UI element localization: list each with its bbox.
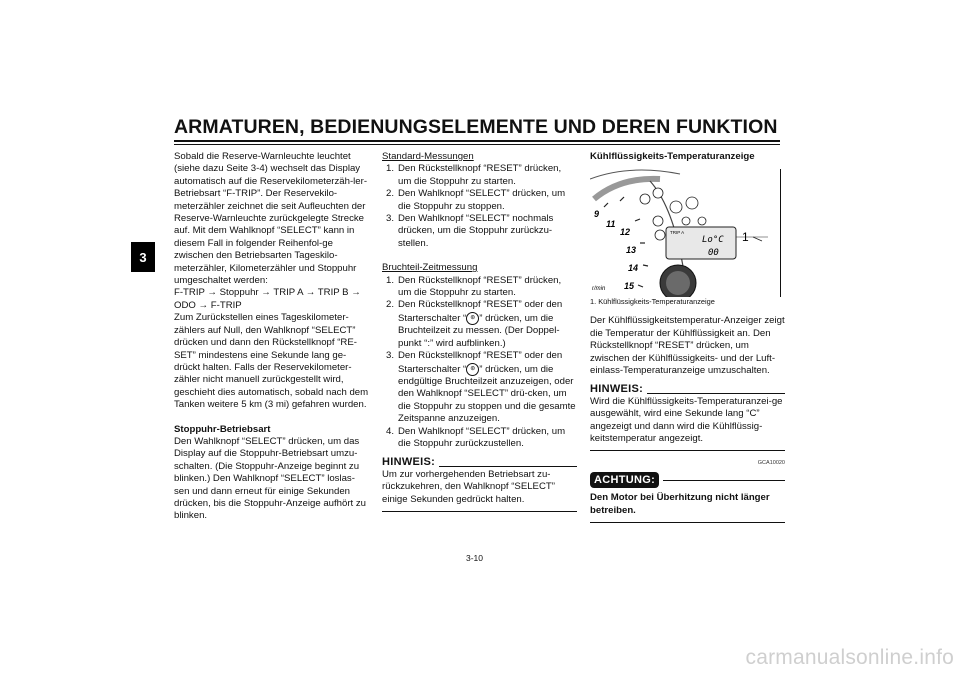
instrument-figure — [590, 169, 781, 297]
achtung-end-rule — [590, 522, 785, 523]
tach-number: 13 — [626, 245, 637, 256]
column-2 — [382, 151, 577, 512]
chapter-tab: 3 — [131, 242, 155, 272]
list-item: 1. Den Rückstellknopf “RESET” drücken, um die Stoppuhr zu starten. — [386, 274, 562, 299]
warning-light-icon — [698, 217, 706, 225]
lcd-top-value: Lo°C — [702, 235, 724, 246]
achtung-label: ACHTUNG: — [590, 472, 659, 488]
warning-light-icon — [655, 230, 665, 240]
list-item: 2. Den Wahlknopf “SELECT” drücken, um die Stoppuhr zu stoppen. — [386, 188, 566, 212]
watermark: carmanualsonline.info — [745, 646, 954, 669]
coolant-body-text: Der Kühlflüssigkeitstemperatur-Anzeiger zeigt die Temperatur der Kühlflüssigkeit an. Den Rückstellknopf “RESET” drücken, um zwischen der Kühlflüssigkeits- und der Luft-einlass-Temperaturanzeige umzuschalten. — [590, 315, 785, 377]
hinweis-label: HINWEIS: — [590, 383, 644, 396]
tachometer-illustration — [590, 169, 780, 297]
hinweis-header — [382, 456, 577, 468]
tach-number: 11 — [606, 219, 616, 230]
list-item: 1. Den Rückstellknopf “RESET” drücken, um die Stoppuhr zu starten. — [386, 163, 562, 187]
list-item: 2. Den Rückstellknopf “RESET” oder den Starterschalter “ ⊛ ” drücken, um die Bruchteilzeit zu messen. (Der Doppel-punkt “:” wird aufblinken.) — [386, 299, 563, 349]
starter-switch-icon: ⊛ — [466, 312, 479, 325]
warning-light-icon — [653, 216, 663, 226]
coolant-heading: Kühlflüssigkeits-Temperaturanzeige — [590, 151, 755, 162]
tach-number: 14 — [628, 263, 639, 274]
hinweis-end-rule — [382, 511, 577, 512]
hinweis-header — [590, 383, 785, 395]
standard-steps-list — [382, 163, 577, 250]
page-number: 3-10 — [466, 553, 484, 563]
page-title: ARMATUREN, BEDIENUNGSELEMENTE UND DEREN FUNKTION — [174, 116, 778, 138]
tach-number: 9 — [594, 209, 600, 220]
hinweis-end-rule — [590, 450, 785, 451]
tach-number: 15 — [624, 281, 635, 292]
warning-light-icon — [640, 194, 650, 204]
tach-unit-label: r/min — [592, 286, 606, 293]
trip-reset-text: Zum Zurückstellen eines Tageskilometer-zählers auf Null, den Wahlknopf “SELECT” drücken und dann den Rückstellknopf “RE-SET” mindestens eine Sekunde lang ge-drückt halten. Falls der Reservekilometer-zähler nicht manuell zurückgestellt wird, geschieht dies automatisch, sobald nach dem Tanken weitere 5 km (3 mi) gefahren wurden. — [174, 312, 369, 411]
tach-number: 12 — [620, 227, 631, 238]
warning-light-icon — [686, 197, 698, 209]
figure-caption: 1. Kühlflüssigkeits-Temperaturanzeige — [590, 297, 715, 307]
hinweis-label: HINWEIS: — [382, 456, 436, 469]
achtung-text: Den Motor bei Überhitzung nicht länger betreiben. — [590, 492, 770, 516]
warning-light-icon — [653, 188, 663, 198]
list-item: 4. Den Wahlknopf “SELECT” drücken, um die Stoppuhr zurückzustellen. — [386, 425, 566, 449]
mode-sequence-text: F-TRIP → Stoppuhr → TRIP A → TRIP B → ODO → F-TRIP — [174, 287, 361, 311]
column-1 — [174, 151, 369, 523]
hinweis-text: Wird die Kühlflüssigkeits-Temperaturanzei-ge ausgewählt, wird eine Sekunde lang “C” angezeigt und dann wird die Kühlflüssig-keitstemperatur angezeigt. — [590, 395, 783, 445]
header-rule-thin — [174, 144, 780, 145]
hinweis-text: Um zur vorhergehenden Betriebsart zu-rückzukehren, den Wahlknopf “SELECT” einige Sekunden gedrückt halten. — [382, 468, 555, 505]
lcd-label: TRIP A — [670, 230, 685, 236]
stopwatch-text: Den Wahlknopf “SELECT” drücken, um das Display auf die Stoppuhr-Betriebsart umzu-schalten. (Die Stoppuhr-Anzeige beginnt zu blinken.) Den Wahlknopf “SELECT” loslas-sen und dann erneut für einige Sekunden drücken, bis die Stoppuhr-Anzeige aufhört zu blinken. — [174, 435, 366, 522]
standard-heading: Standard-Messungen — [382, 151, 474, 162]
lcd-bottom-value: 00 — [708, 248, 719, 259]
split-heading: Bruchteil-Zeitmessung — [382, 262, 478, 274]
reserve-intro-text: Sobald die Reserve-Warnleuchte leuchtet (siehe dazu Seite 3-4) wechselt das Display automatisch auf die Reservekilometerzäh-ler-Betriebsart “F-TRIP”. Der Reservekilo-meterzähler zeichnet die seit Aufleuchten der Reserve-Warnleuchte zurückgelegte Strecke auf. Mit dem Wahlknopf “SELECT” kann in diesem Fall in folgender Reihenfol-ge zwischen den Betriebsarten Tageskilo-meterzähler, Kilometerzähler und Stoppuhr umgeschaltet werden: — [174, 151, 368, 287]
warning-light-icon — [682, 217, 690, 225]
header-rule — [174, 140, 780, 142]
column-3 — [590, 151, 785, 523]
list-item: 3. Den Wahlknopf “SELECT” nochmals drücken, um die Stoppuhr zurückzu-stellen. — [386, 213, 554, 249]
callout-number: 1 — [742, 230, 749, 245]
stopwatch-heading: Stoppuhr-Betriebsart — [174, 423, 271, 435]
achtung-header — [590, 472, 785, 488]
warning-light-icon — [670, 201, 682, 213]
caution-code: GCA10020 — [757, 460, 785, 467]
list-item: 3. Den Rückstellknopf “RESET” oder den Starterschalter “ ⊛ ” drücken, um die endgültige Bruchteilzeit anzuzeigen, oder den Wahlknopf “SELECT” drü-cken, um die Stoppuhr zu stoppen und die gesamte Zeitspanne anzuzeigen. — [386, 350, 576, 425]
starter-switch-icon: ⊛ — [466, 363, 479, 376]
split-steps-list — [382, 275, 577, 451]
